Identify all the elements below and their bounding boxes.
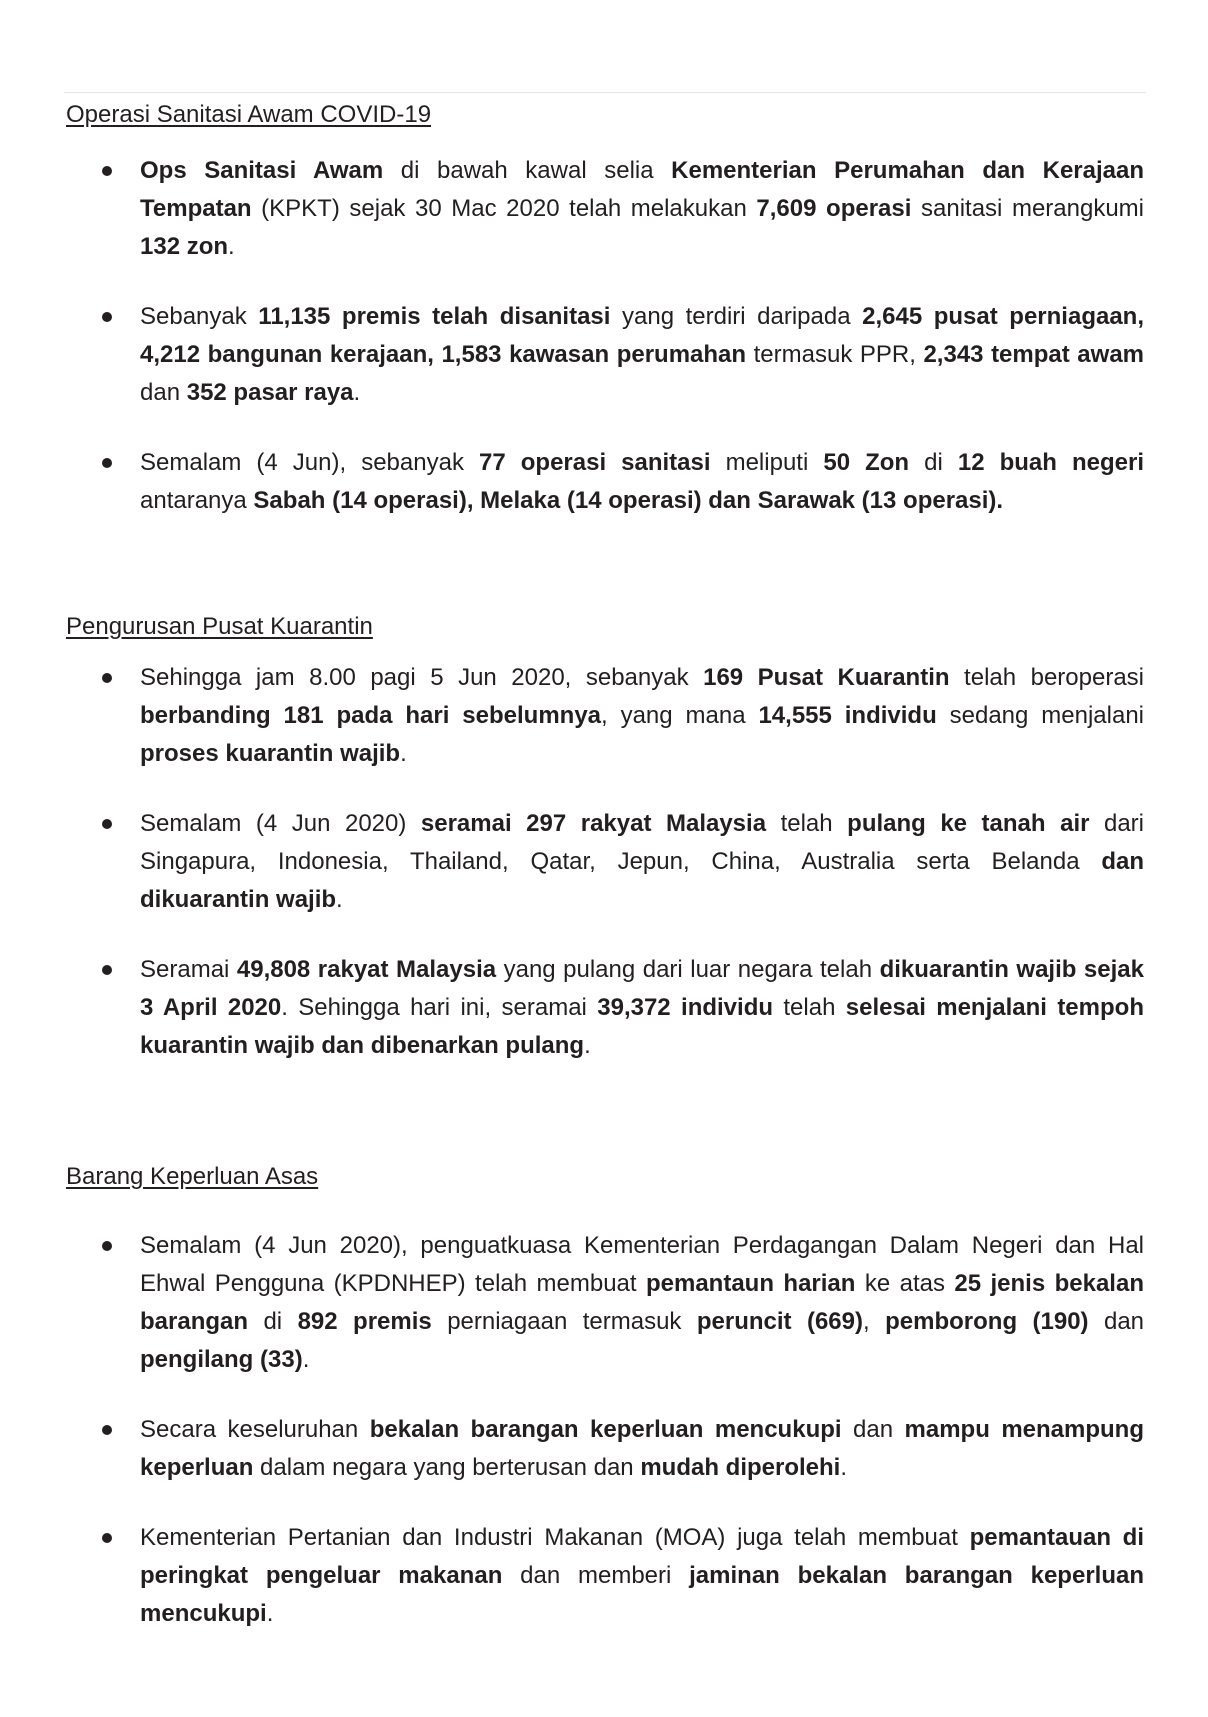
bold-text: peruncit (669) <box>696 1308 863 1335</box>
bullet-list <box>66 659 1144 1065</box>
text: . <box>302 1346 310 1373</box>
bold-text: 892 premis <box>297 1308 432 1335</box>
text: . <box>336 886 343 913</box>
text: . <box>584 1032 591 1059</box>
text: dan memberi <box>502 1562 690 1589</box>
bullet-list <box>66 152 1144 520</box>
bullet-icon <box>102 312 112 322</box>
bold-text: 49,808 rakyat Malaysia <box>236 956 497 983</box>
bullet-icon <box>102 1241 112 1251</box>
bullet-icon <box>102 819 112 829</box>
bold-text: Kementerian Perumahan dan Kerajaan Tempatan <box>140 157 1144 222</box>
bold-text: berbanding 181 pada hari sebelumnya <box>140 702 602 729</box>
section-heading: Barang Keperluan Asas <box>66 1163 319 1190</box>
text: telah <box>773 994 846 1021</box>
list-item <box>66 444 1144 520</box>
text: yang terdiri daripada <box>610 303 863 330</box>
bold-text: pemantauan di peringkat pengeluar makanan <box>140 1524 1145 1589</box>
list-item <box>66 1411 1144 1487</box>
text: telah <box>766 810 848 837</box>
bullet-icon <box>102 1425 112 1435</box>
list-item <box>66 805 1144 919</box>
text: Kementerian Pertanian dan Industri Makanan (MOA) juga telah membuat <box>140 1524 970 1551</box>
text: . <box>228 233 235 260</box>
bullet-icon <box>102 965 112 975</box>
list-item <box>66 1519 1144 1633</box>
bullet-icon <box>102 1533 112 1543</box>
text: di bawah kawal selia <box>383 157 672 184</box>
bold-text: seramai 297 rakyat Malaysia <box>420 810 767 837</box>
section-pusat-kuarantin <box>66 612 1144 1065</box>
text: meliputi <box>710 449 824 476</box>
text: Sehingga jam 8.00 pagi 5 Jun 2020, sebanyak <box>140 664 704 691</box>
text: Semalam (4 Jun 2020), penguatkuasa Kementerian Perdagangan Dalam Negeri dan Hal Ehwal Pengguna (KPDNHEP) telah membuat <box>140 1232 1144 1297</box>
text: Sebanyak <box>140 303 259 330</box>
bullet-list <box>66 1227 1144 1633</box>
bold-text: pemborong (190) <box>885 1308 1089 1335</box>
text: . <box>353 379 361 406</box>
bold-text: 12 buah negeri <box>957 449 1145 476</box>
bold-text: 25 jenis bekalan barangan <box>140 1270 1144 1335</box>
bullet-icon <box>102 673 112 683</box>
top-divider <box>64 92 1146 93</box>
list-item <box>66 152 1144 266</box>
text: Secara keseluruhan <box>140 1416 370 1443</box>
bold-text: mampu menampung keperluan <box>140 1416 1144 1481</box>
bold-text: 352 pasar raya <box>186 379 354 406</box>
bold-text: 50 Zon <box>823 449 910 476</box>
bold-text: selesai menjalani tempoh kuarantin wajib dan dibenarkan pulang <box>140 994 1144 1059</box>
text: sedang menjalani <box>936 702 1144 729</box>
bold-text: Ops Sanitasi Awam <box>140 157 384 184</box>
bullet-icon <box>102 458 112 468</box>
bold-text: 77 operasi sanitasi <box>479 449 711 476</box>
bold-text: 169 Pusat Kuarantin <box>703 664 950 691</box>
list-item <box>66 951 1144 1065</box>
text: , <box>863 1308 886 1335</box>
bold-text: pulang ke tanah air <box>847 810 1090 837</box>
text: antaranya <box>140 487 254 514</box>
text: telah beroperasi <box>949 664 1145 691</box>
bullet-icon <box>102 166 112 176</box>
text: termasuk PPR, <box>746 341 924 368</box>
text: (KPKT) sejak 30 Mac 2020 telah melakukan <box>251 195 757 222</box>
bold-text: jaminan bekalan barangan keperluan mencukupi <box>140 1562 1144 1627</box>
text: . <box>266 1600 274 1627</box>
section-operasi-sanitasi <box>66 100 1144 520</box>
text: dalam negara yang berterusan dan <box>253 1454 641 1481</box>
bold-text: 14,555 individu <box>758 702 937 729</box>
bold-text: 2,343 tempat awam <box>923 341 1145 368</box>
text: di <box>909 449 958 476</box>
bold-text: Sabah (14 operasi), Melaka (14 operasi) dan Sarawak (13 operasi). <box>253 487 1004 514</box>
text: perniagaan termasuk <box>431 1308 697 1335</box>
text: sanitasi merangkumi <box>911 195 1144 222</box>
text: dan <box>841 1416 905 1443</box>
text: di <box>248 1308 298 1335</box>
section-heading: Operasi Sanitasi Awam COVID-19 <box>66 101 432 128</box>
list-item <box>66 659 1144 773</box>
bold-text: 132 zon <box>140 233 229 260</box>
bold-text: 39,372 individu <box>597 994 774 1021</box>
text: dan <box>140 379 187 406</box>
text: , yang mana <box>601 702 759 729</box>
bold-text: proses kuarantin wajib <box>140 740 401 767</box>
text: Semalam (4 Jun 2020) <box>140 810 421 837</box>
text: ke atas <box>855 1270 955 1297</box>
text: yang pulang dari luar negara telah <box>496 956 880 983</box>
section-barang-keperluan <box>66 1162 1144 1633</box>
text: Semalam (4 Jun), sebanyak <box>140 449 479 476</box>
bold-text: 7,609 operasi <box>756 195 912 222</box>
text: dan <box>1088 1308 1145 1335</box>
bold-text: mudah diperolehi <box>640 1454 841 1481</box>
text: dari Singapura, Indonesia, Thailand, Qatar, Jepun, China, Australia serta Belanda <box>140 810 1144 875</box>
bold-text: dan dikuarantin wajib <box>140 848 1144 913</box>
bold-text: 2,645 pusat perniagaan, 4,212 bangunan kerajaan, 1,583 kawasan perumahan <box>140 303 1144 368</box>
section-heading: Pengurusan Pusat Kuarantin <box>66 613 373 640</box>
text: Seramai <box>140 956 237 983</box>
bold-text: pemantaun harian <box>645 1270 856 1297</box>
list-item <box>66 1227 1144 1379</box>
bold-text: dikuarantin wajib sejak 3 April 2020 <box>140 956 1144 1021</box>
bold-text: pengilang (33) <box>140 1346 303 1373</box>
bold-text: bekalan barangan keperluan mencukupi <box>369 1416 842 1443</box>
list-item <box>66 298 1144 412</box>
text: . Sehingga hari ini, seramai <box>281 994 598 1021</box>
text: . <box>840 1454 848 1481</box>
text: . <box>400 740 407 767</box>
bold-text: 11,135 premis telah disanitasi <box>258 303 611 330</box>
